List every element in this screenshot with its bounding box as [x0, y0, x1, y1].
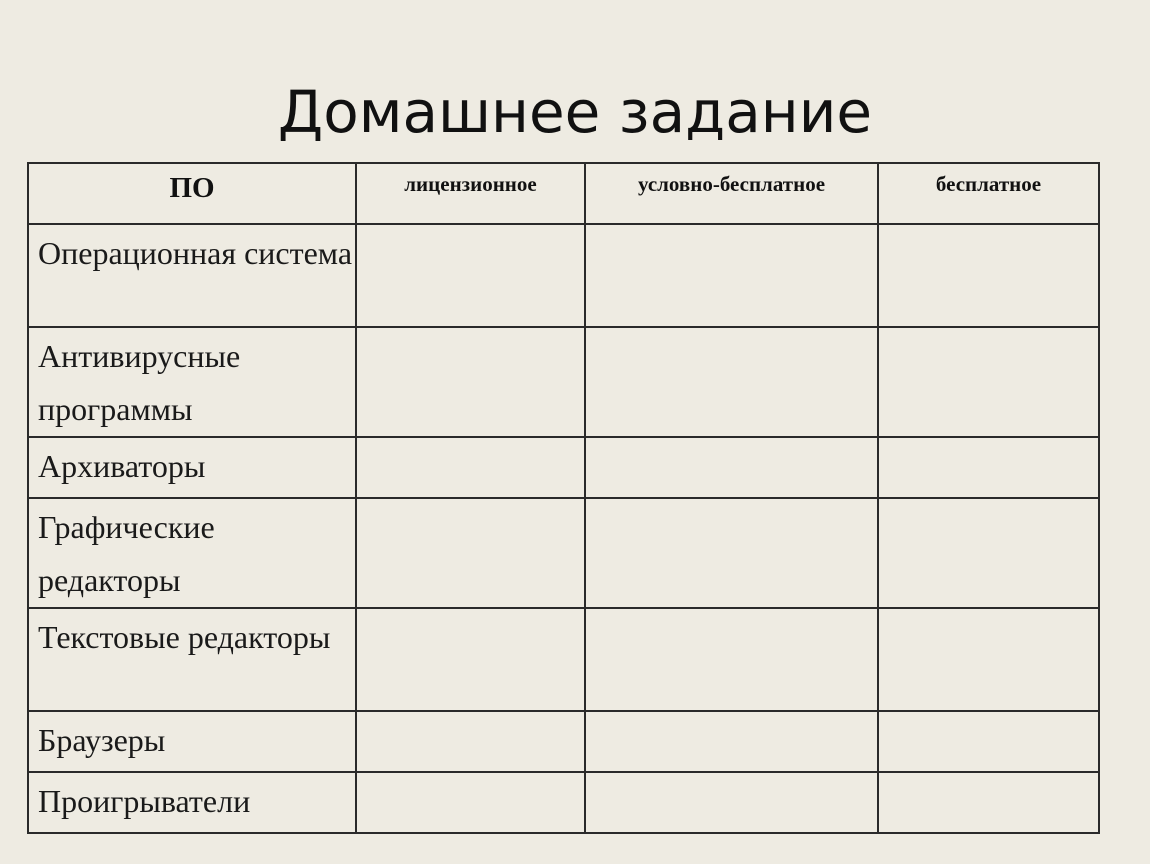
table-row [28, 327, 1099, 437]
slide-title: Домашнее задание [277, 78, 873, 146]
table-cell [878, 498, 1099, 608]
row-label-antivirus: Антивирусные программы [28, 327, 356, 437]
table-cell [356, 608, 585, 711]
table-cell [356, 772, 585, 833]
table-cell [878, 437, 1099, 498]
table-cell [878, 327, 1099, 437]
table-row [28, 437, 1099, 498]
header-cell-licensed: лицензионное [356, 163, 585, 224]
table-cell [585, 772, 878, 833]
table-cell [585, 608, 878, 711]
row-label-players: Проигрыватели [28, 772, 356, 833]
table-header-row [28, 163, 1099, 224]
table-cell [356, 327, 585, 437]
header-cell-software: ПО [28, 163, 356, 224]
table-cell [585, 224, 878, 327]
table-cell [585, 327, 878, 437]
row-label-os: Операционная система [28, 224, 356, 327]
table-row [28, 711, 1099, 772]
table-cell [356, 437, 585, 498]
table-cell [878, 608, 1099, 711]
table-cell [878, 224, 1099, 327]
table-cell [878, 772, 1099, 833]
header-cell-shareware: условно-бесплатное [585, 163, 878, 224]
table-cell [585, 437, 878, 498]
row-label-graphics-editors: Графические редакторы [28, 498, 356, 608]
table-cell [585, 711, 878, 772]
table-cell [878, 711, 1099, 772]
table-row [28, 608, 1099, 711]
row-label-archivers: Архиваторы [28, 437, 356, 498]
table-cell [585, 498, 878, 608]
table-cell [356, 224, 585, 327]
row-label-browsers: Браузеры [28, 711, 356, 772]
table-row [28, 224, 1099, 327]
table-row [28, 772, 1099, 833]
row-label-text-editors: Текстовые редакторы [28, 608, 356, 711]
table-cell [356, 711, 585, 772]
header-cell-free: бесплатное [878, 163, 1099, 224]
table-row [28, 498, 1099, 608]
table-cell [356, 498, 585, 608]
homework-table [27, 162, 1100, 834]
